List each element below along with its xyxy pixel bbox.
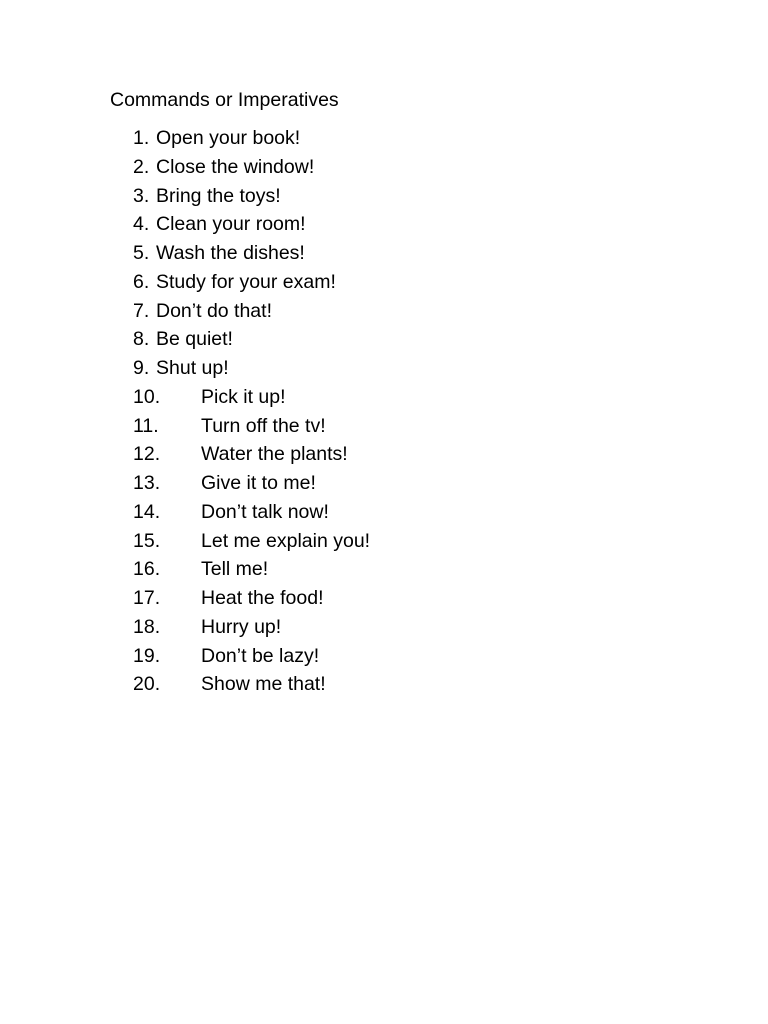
- item-number: 2.: [133, 155, 150, 178]
- item-text: Close the window!: [156, 155, 315, 178]
- item-number: 12.: [133, 443, 161, 466]
- item-number: 19.: [133, 644, 161, 667]
- item-text: Water the plants!: [201, 443, 348, 466]
- item-number: 10.: [133, 385, 161, 408]
- item-text: Tell me!: [201, 558, 269, 581]
- item-number: 1.: [133, 127, 150, 149]
- item-text: Open your book!: [156, 127, 301, 149]
- item-text: Pick it up!: [201, 385, 286, 408]
- item-number: 18.: [133, 615, 161, 638]
- item-text: Be quiet!: [156, 328, 233, 351]
- item-number: 14.: [133, 500, 161, 523]
- item-number: 9.: [133, 357, 150, 379]
- document-title: Commands or Imperatives: [110, 89, 339, 111]
- item-number: 15.: [133, 529, 161, 552]
- item-number: 13.: [133, 472, 161, 494]
- item-number: 7.: [133, 299, 150, 322]
- item-text: Shut up!: [156, 357, 229, 379]
- item-number: 3.: [133, 184, 150, 207]
- item-number: 6.: [133, 270, 150, 293]
- item-text: Let me explain you!: [201, 529, 371, 552]
- item-number: 17.: [133, 587, 161, 609]
- item-number: 8.: [133, 328, 150, 351]
- item-number: 5.: [133, 242, 150, 264]
- item-text: Wash the dishes!: [156, 242, 305, 264]
- item-text: Show me that!: [201, 673, 326, 696]
- item-text: Don’t do that!: [156, 299, 272, 322]
- item-number: 4.: [133, 213, 150, 236]
- item-text: Hurry up!: [201, 615, 282, 638]
- item-number: 11.: [133, 414, 159, 437]
- item-text: Clean your room!: [156, 213, 306, 236]
- item-text: Don’t be lazy!: [201, 644, 320, 667]
- item-text: Heat the food!: [201, 587, 324, 609]
- item-number: 20.: [133, 673, 161, 696]
- item-text: Study for your exam!: [156, 270, 336, 293]
- item-text: Turn off the tv!: [201, 414, 326, 437]
- item-text: Don’t talk now!: [201, 500, 329, 523]
- item-text: Bring the toys!: [156, 184, 281, 207]
- item-number: 16.: [133, 558, 161, 581]
- item-text: Give it to me!: [201, 472, 316, 494]
